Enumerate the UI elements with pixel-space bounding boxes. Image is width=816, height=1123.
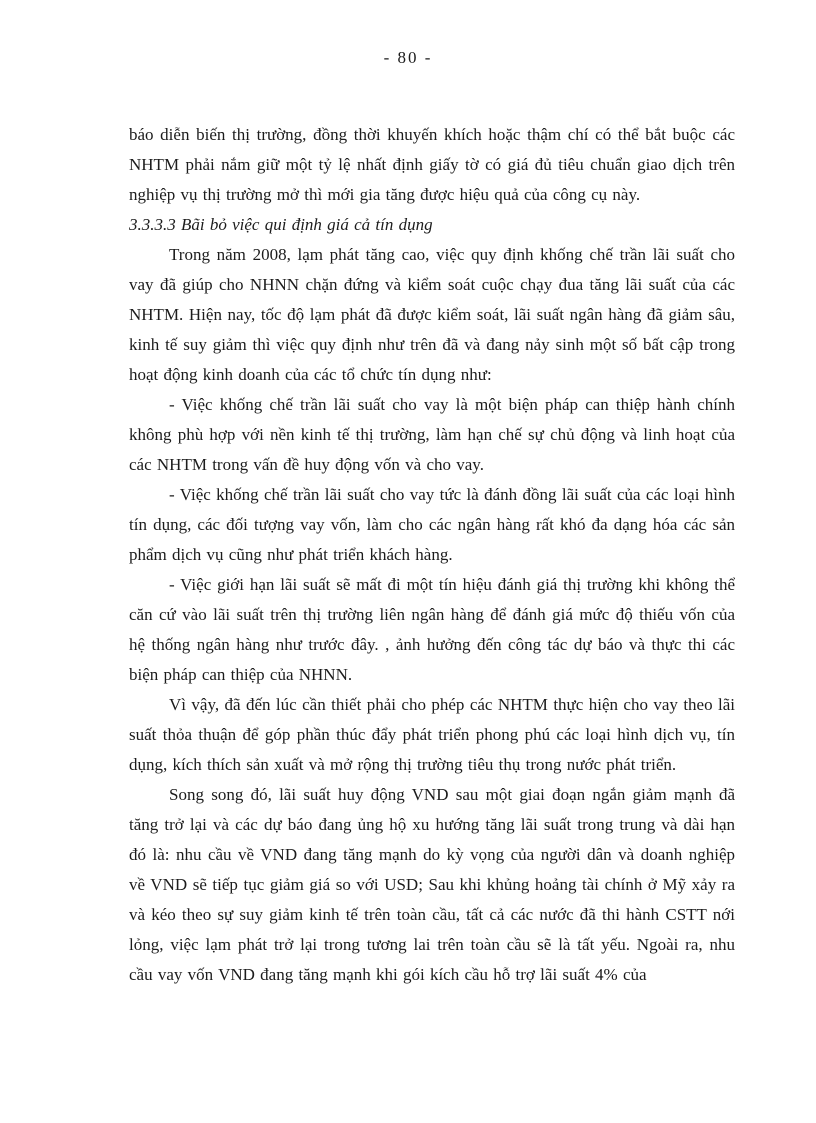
page-body [129, 120, 735, 990]
body-paragraph: Vì vậy, đã đến lúc cần thiết phải cho phép các NHTM thực hiện cho vay theo lãi suất thỏa thuận để góp phần thúc đẩy phát triển phong phú các loại hình dịch vụ, tín dụng, kích thích sản xuất và mở rộng thị trường tiêu thụ trong nước phát triển. [129, 695, 735, 774]
body-paragraph-bullet: - Việc giới hạn lãi suất sẽ mất đi một tín hiệu đánh giá thị trường khi không thể căn cứ vào lãi suất trên thị trường liên ngân hàng để đánh giá mức độ thiếu vốn của hệ thống ngân hàng như trước đây. , ảnh hưởng đến công tác dự báo và thực thi các biện pháp can thiệp của NHNN. [129, 575, 735, 684]
body-paragraph: báo diễn biến thị trường, đồng thời khuyến khích hoặc thậm chí có thể bắt buộc các NHTM phải nắm giữ một tỷ lệ nhất định giấy tờ có giá đủ tiêu chuẩn giao dịch trên nghiệp vụ thị trường mở thì mới gia tăng được hiệu quả của công cụ này. [129, 125, 735, 204]
section-heading: 3.3.3.3 Bãi bỏ việc qui định giá cả tín dụng [129, 215, 433, 234]
body-paragraph-bullet: - Việc khống chế trần lãi suất cho vay tức là đánh đồng lãi suất của các loại hình tín dụng, các đối tượng vay vốn, làm cho các ngân hàng rất khó đa dạng hóa các sản phẩm dịch vụ cũng như phát triển khách hàng. [129, 485, 735, 564]
body-paragraph: Trong năm 2008, lạm phát tăng cao, việc quy định khống chế trần lãi suất cho vay đã giúp cho NHNN chặn đứng và kiểm soát cuộc chạy đua tăng lãi suất của các NHTM. Hiện nay, tốc độ lạm phát đã được kiểm soát, lãi suất ngân hàng đã giảm sâu, kinh tế suy giảm thì việc quy định như trên đã và đang nảy sinh một số bất cập trong hoạt động kinh doanh của các tổ chức tín dụng như: [129, 245, 735, 384]
body-paragraph: Song song đó, lãi suất huy động VND sau một giai đoạn ngắn giảm mạnh đã tăng trở lại và các dự báo đang ủng hộ xu hướng tăng lãi suất trong trung và dài hạn đó là: nhu cầu về VND đang tăng mạnh do kỳ vọng của người dân và doanh nghiệp về VND sẽ tiếp tục giảm giá so với USD; Sau khi khủng hoảng tài chính ở Mỹ xảy ra và kéo theo sự suy giảm kinh tế trên toàn cầu, tất cả các nước đã thi hành CSTT nới lỏng, việc lạm phát trở lại trong tương lai trên toàn cầu sẽ là tất yếu. Ngoài ra, nhu cầu vay vốn VND đang tăng mạnh khi gói kích cầu hỗ trợ lãi suất 4% của [129, 785, 735, 984]
page-number: - 80 - [383, 48, 433, 67]
body-paragraph-bullet: - Việc khống chế trần lãi suất cho vay là một biện pháp can thiệp hành chính không phù hợp với nền kinh tế thị trường, làm hạn chế sự chủ động và linh hoạt của các NHTM trong vấn đề huy động vốn và cho vay. [129, 395, 735, 474]
